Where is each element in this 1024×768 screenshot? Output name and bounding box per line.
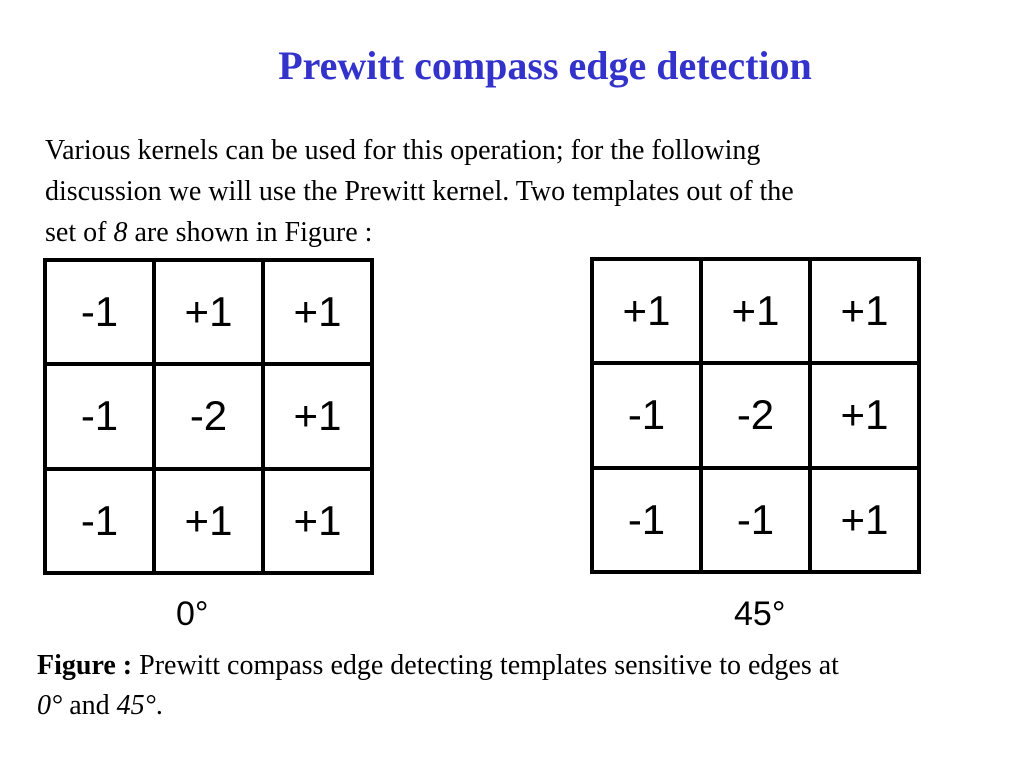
kernel-0-label: 0°	[176, 595, 209, 633]
figure-caption	[37, 646, 1022, 726]
kernel-cell: -1	[701, 468, 810, 572]
caption-period: .	[155, 690, 163, 721]
template-count: 8	[113, 217, 128, 248]
kernel-cell: +1	[810, 363, 919, 467]
kernel-cell: -1	[45, 260, 154, 364]
kernel-cell: +1	[263, 469, 372, 573]
kernel-45-label: 45°	[734, 595, 786, 633]
kernel-cell: +1	[154, 469, 263, 573]
body-line-3-end: are shown in Figure :	[127, 217, 373, 248]
caption-text: Prewitt compass edge detecting templates sensitive to edges at	[132, 650, 839, 681]
caption-line-2	[37, 686, 1022, 726]
kernel-cell: +1	[810, 259, 919, 363]
caption-and: and	[62, 690, 117, 721]
body-line-3-start: set of	[45, 217, 114, 248]
kernel-cell: -2	[154, 364, 263, 468]
kernel-cell: -1	[45, 469, 154, 573]
kernel-cell: -1	[45, 364, 154, 468]
kernel-cell: +1	[592, 259, 701, 363]
body-paragraph	[45, 130, 985, 253]
kernel-0-degree	[43, 258, 374, 575]
kernel-45-degree	[590, 257, 921, 574]
kernel-cell: +1	[701, 259, 810, 363]
caption-angle-0: 0°	[37, 690, 63, 721]
kernel-cell: +1	[263, 260, 372, 364]
caption-line-1	[37, 646, 1022, 686]
kernel-cell: +1	[263, 364, 372, 468]
body-line-1: Various kernels can be used for this operation; for the following	[45, 135, 761, 166]
kernel-cell: -1	[592, 363, 701, 467]
kernel-cell: -1	[592, 468, 701, 572]
kernel-cell: -2	[701, 363, 810, 467]
kernel-cell: +1	[154, 260, 263, 364]
caption-label: Figure :	[37, 650, 133, 681]
body-line-3	[45, 212, 985, 253]
body-line-2: discussion we will use the Prewitt kernel. Two templates out of the	[45, 176, 794, 207]
page-title: Prewitt compass edge detection	[278, 43, 812, 88]
caption-angle-45: 45°	[116, 690, 156, 721]
kernel-cell: +1	[810, 468, 919, 572]
